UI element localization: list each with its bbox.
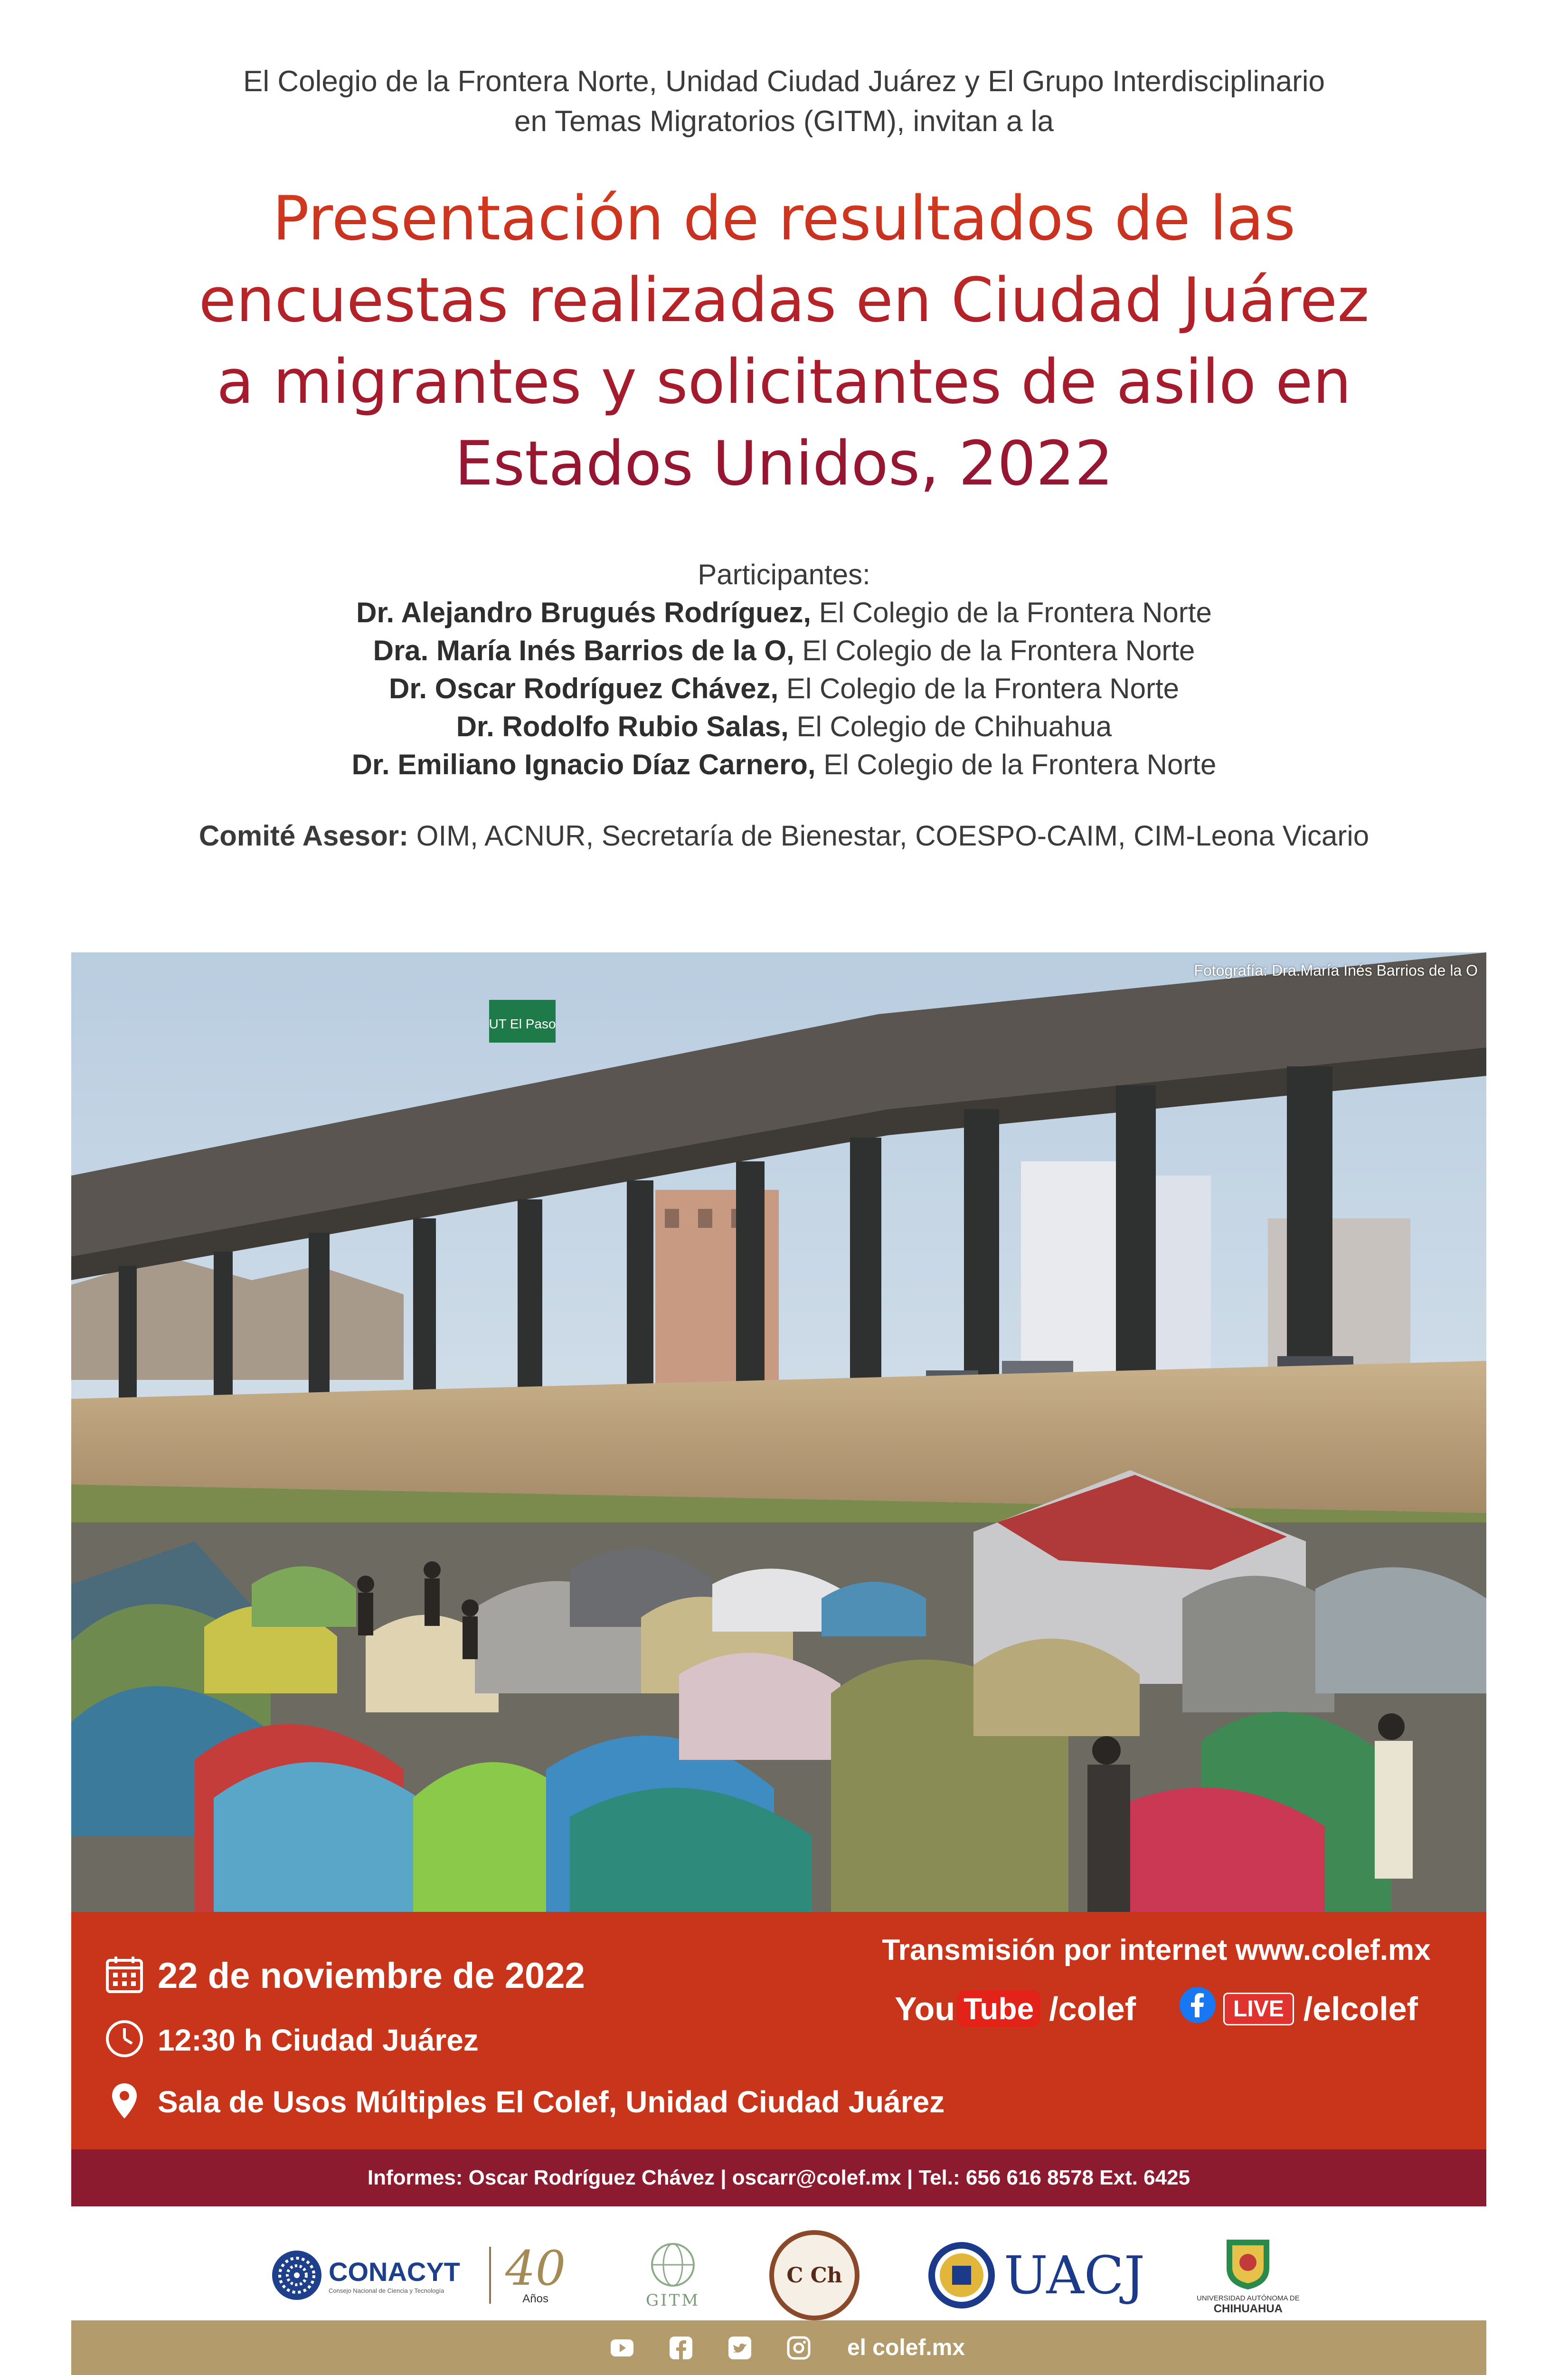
facebook-handle[interactable]: /elcolef xyxy=(1303,1990,1418,2027)
instagram-footer-icon[interactable] xyxy=(785,2335,812,2361)
encampment-illustration xyxy=(71,952,1486,1912)
contact-band xyxy=(71,2149,1486,2206)
colech-name: C Ch xyxy=(786,2263,842,2288)
participant-name: Dr. Emiliano Ignacio Díaz Carnero, xyxy=(351,749,816,780)
forty-years-logo xyxy=(489,2223,566,2328)
event-venue-row xyxy=(104,2080,945,2123)
event-date-row xyxy=(104,1955,585,1997)
title-line-1: Presentación de resultados de las xyxy=(272,183,1296,254)
participant-name: Dr. Alejandro Brugués Rodríguez, xyxy=(356,597,812,628)
facebook-icon[interactable] xyxy=(1179,1986,1217,2032)
uacj-name: UACJ xyxy=(1004,2245,1145,2306)
participant-item xyxy=(0,594,1568,632)
participant-affiliation: El Colegio de la Frontera Norte xyxy=(794,635,1195,666)
title-line-2: encuestas realizadas en Ciudad Juárez xyxy=(198,265,1370,336)
participant-item xyxy=(0,632,1568,670)
youtube-handle[interactable]: /colef xyxy=(1049,1990,1136,2027)
gitm-name: GITM xyxy=(646,2290,700,2310)
uacj-logo xyxy=(926,2223,1145,2328)
stream-channels xyxy=(860,1986,1453,2032)
event-time: 12:30 h Ciudad Juárez xyxy=(158,2023,479,2057)
photo-credit: Fotografía: Dra.María Inés Barrios de la O xyxy=(1194,962,1478,979)
highway-sign-text: UT El Paso xyxy=(489,1016,556,1031)
event-time-row xyxy=(104,2019,479,2061)
conacyt-emblem-icon xyxy=(271,2249,323,2301)
event-photo xyxy=(71,952,1486,1912)
forty-subtitle: Años xyxy=(522,2292,548,2305)
gitm-logo xyxy=(646,2223,700,2328)
sponsor-logos xyxy=(71,2223,1486,2328)
title-line-4: Estados Unidos, 2022 xyxy=(454,428,1114,499)
uach-shield-icon xyxy=(1222,2235,1274,2292)
participant-item xyxy=(0,746,1568,784)
conacyt-name: CONACYT xyxy=(329,2257,460,2287)
footer-website[interactable]: el colef.mx xyxy=(847,2335,965,2360)
participant-affiliation: El Colegio de Chihuahua xyxy=(788,711,1112,742)
conacyt-logo xyxy=(271,2223,460,2328)
footer-band xyxy=(71,2320,1486,2375)
participants-section xyxy=(0,556,1568,784)
page-title xyxy=(95,178,1473,505)
participant-name: Dra. María Inés Barrios de la O, xyxy=(373,635,794,666)
uach-logo xyxy=(1197,2223,1300,2328)
committee-label: Comité Asesor: xyxy=(198,820,409,852)
contact-text: Informes: Oscar Rodríguez Chávez | oscarr@colef.mx | Tel.: 656 616 8578 Ext. 6425 xyxy=(367,2166,1190,2189)
committee-members: OIM, ACNUR, Secretaría de Bienestar, COESPO-CAIM, CIM-Leona Vicario xyxy=(408,820,1370,852)
participant-name: Dr. Oscar Rodríguez Chávez, xyxy=(388,673,779,704)
youtube-word-you: You xyxy=(895,1990,955,2027)
stream-info xyxy=(860,1933,1453,2032)
intro-text xyxy=(0,62,1568,142)
youtube-footer-icon[interactable] xyxy=(609,2335,635,2361)
title-line-3: a migrantes y solicitantes de asilo en xyxy=(217,347,1351,418)
facebook-footer-icon[interactable] xyxy=(668,2335,694,2361)
location-pin-icon xyxy=(104,2080,144,2123)
participant-affiliation: El Colegio de la Frontera Norte xyxy=(811,597,1212,628)
colegio-chihuahua-logo xyxy=(769,2223,860,2328)
intro-line-2: en Temas Migratorios (GITM), invitan a la xyxy=(514,105,1054,138)
participant-item xyxy=(0,708,1568,746)
forty-number: 40 xyxy=(505,2241,566,2296)
stream-heading: Transmisión por internet www.colef.mx xyxy=(882,1934,1431,1966)
intro-line-1: El Colegio de la Frontera Norte, Unidad Ciudad Juárez y El Grupo Interdisciplinario xyxy=(243,65,1325,98)
participant-affiliation: El Colegio de la Frontera Norte xyxy=(815,749,1217,780)
event-date: 22 de noviembre de 2022 xyxy=(158,1956,585,1996)
youtube-icon[interactable] xyxy=(895,1990,1040,2028)
conacyt-subtitle: Consejo Nacional de Ciencia y Tecnología xyxy=(329,2287,444,2294)
committee-line xyxy=(0,817,1568,855)
event-info-band xyxy=(71,1912,1486,2149)
uach-line-2: CHIHUAHUA xyxy=(1213,2302,1283,2315)
participant-item xyxy=(0,670,1568,708)
calendar-icon xyxy=(104,1955,144,1997)
live-badge: LIVE xyxy=(1223,1993,1294,2025)
uach-line-1: UNIVERSIDAD AUTÓNOMA DE xyxy=(1197,2294,1300,2302)
participant-affiliation: El Colegio de la Frontera Norte xyxy=(778,673,1179,704)
globe-icon xyxy=(649,2241,697,2289)
participants-heading: Participantes: xyxy=(698,559,870,590)
uacj-seal-icon xyxy=(926,2240,997,2311)
clock-icon xyxy=(104,2019,144,2061)
event-venue: Sala de Usos Múltiples El Colef, Unidad Ciudad Juárez xyxy=(158,2084,945,2119)
participant-name: Dr. Rodolfo Rubio Salas, xyxy=(456,711,789,742)
twitter-footer-icon[interactable] xyxy=(727,2335,753,2361)
youtube-word-tube: Tube xyxy=(957,1990,1040,2027)
